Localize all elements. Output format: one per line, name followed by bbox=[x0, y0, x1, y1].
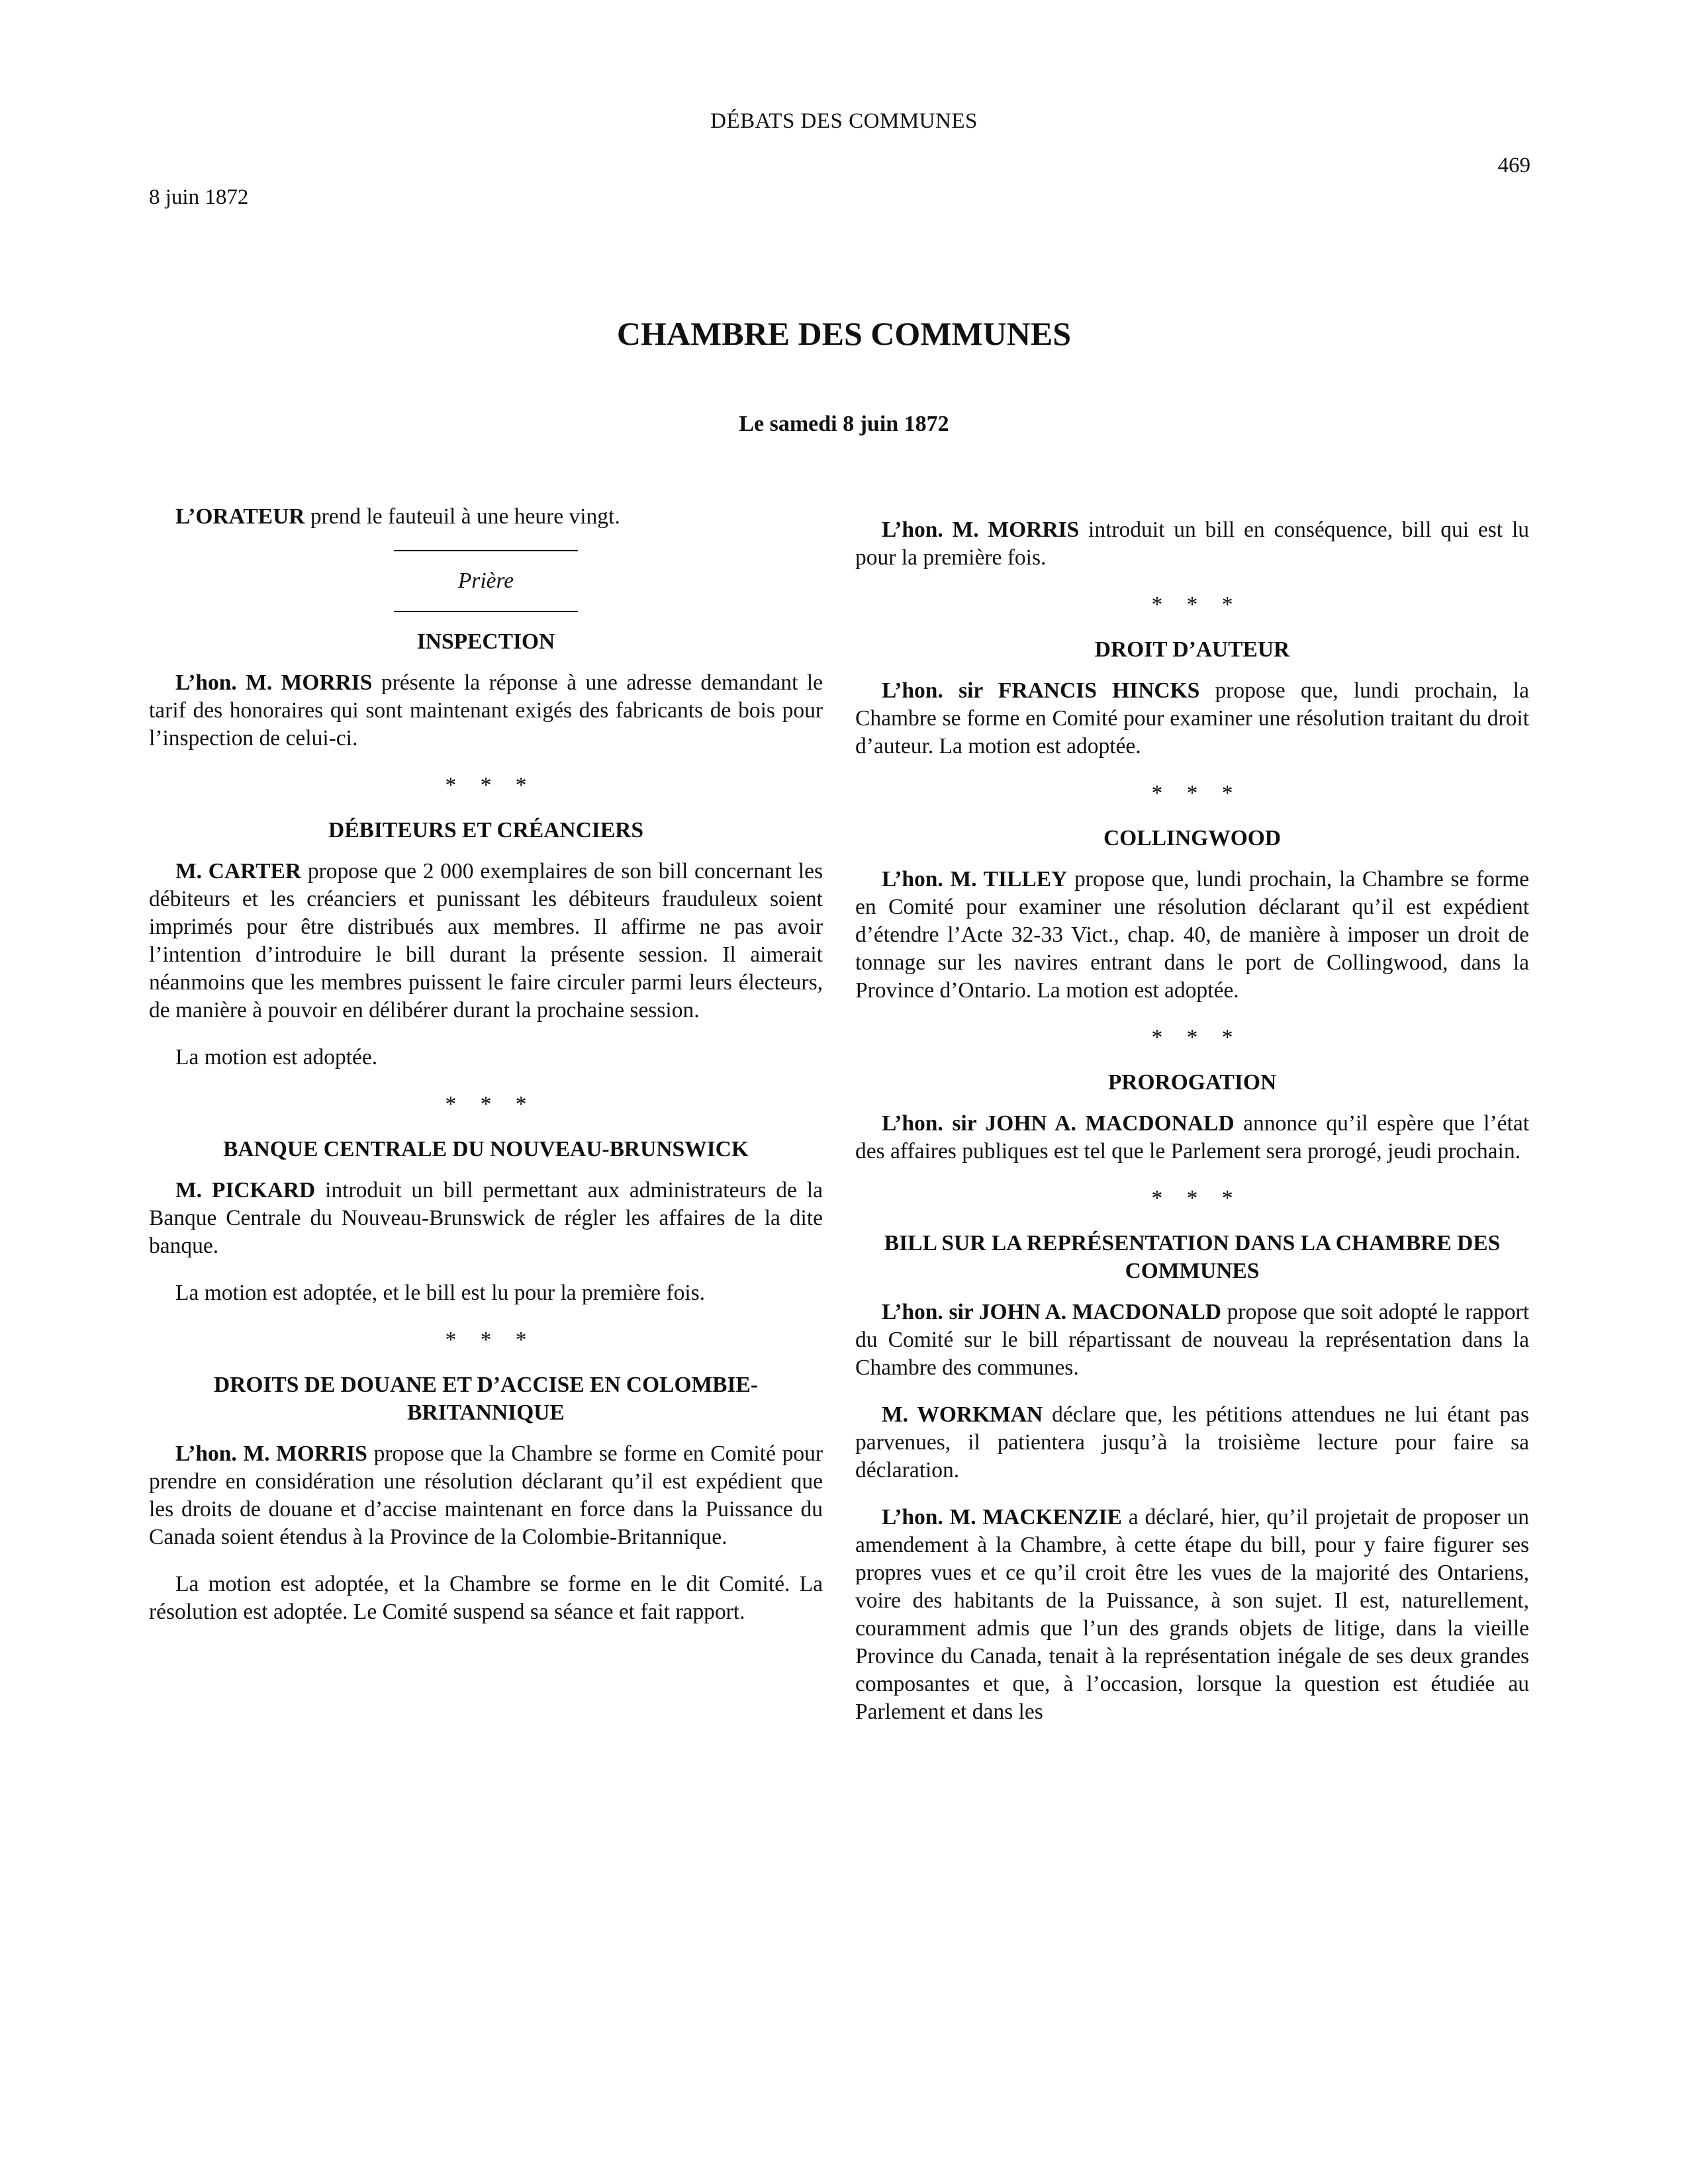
page-title: CHAMBRE DES COMMUNES bbox=[616, 315, 1072, 352]
speaker-name: M. CARTER bbox=[175, 859, 302, 884]
speaker-name: L’hon. sir FRANCIS HINCKS bbox=[882, 678, 1200, 703]
speaker-name: L’hon. sir JOHN A. MACDONALD bbox=[882, 1111, 1235, 1136]
paragraph-morris-douane bbox=[149, 1440, 823, 1551]
paragraph-text: déclare que, les pétitions attendues ne lui étant pas parvenues, il patientera jusqu’à la troisième lecture pour faire sa déclaration. bbox=[855, 1402, 1530, 1482]
section-heading-droit-auteur: DROIT D’AUTEUR bbox=[1094, 637, 1290, 662]
paragraph-macdonald-prorogation bbox=[855, 1110, 1529, 1165]
paragraph-inspection bbox=[149, 669, 823, 752]
speaker-name: L’hon. M. MORRIS bbox=[175, 670, 373, 695]
divider-rule bbox=[394, 550, 578, 551]
paragraph-comite: La motion est adoptée, et la Chambre se forme en le dit Comité. La résolution est adoptée. Le Comité suspend sa séance et fait rapport. bbox=[149, 1572, 823, 1624]
paragraph-text: prend le fauteuil à une heure vingt. bbox=[305, 504, 620, 529]
paragraph-mackenzie bbox=[855, 1504, 1529, 1726]
paragraph-first-reading: La motion est adoptée, et le bill est lu pour la première fois. bbox=[175, 1281, 706, 1305]
speaker-name: L’hon. M. TILLEY bbox=[882, 867, 1068, 891]
paragraph-pickard bbox=[149, 1177, 823, 1260]
section-heading-collingwood: COLLINGWOOD bbox=[1103, 826, 1282, 850]
paragraph-carter bbox=[149, 858, 823, 1024]
paragraph-text: propose que 2 000 exemplaires de son bill concernant les débiteurs et les créanciers et punissant les débiteurs frauduleux soient imprimés pour être distribués aux membres. Il affirme ne pas avoir l’intention d’introduire le bill durant la présente session. Il aimerait néanmoins que les membres puissent le faire circuler parmi leurs électeurs, de manière à pouvoir en délibérer durant la prochaine session. bbox=[149, 859, 823, 1023]
paragraph-text: propose que soit adopté le rapport du Comité sur le bill répartissant de nouveau la représentation dans la Chambre des communes. bbox=[855, 1300, 1530, 1380]
section-separator: * * * bbox=[445, 1092, 536, 1116]
paragraph-text: a déclaré, hier, qu’il projetait de proposer un amendement à la Chambre, à cette étape du bill, pour y faire figurer ses propres vues et ce qu’il croit être les vues de la majorité des Ontariens, voire des habitants de la Puissance, à son sujet. Il est, naturellement, couramment admis que l’un des grands objets de litige, dans la vieille Province du Canada, tenait à la représentation inégale de ses deux grandes composantes et que, à l’occasion, lorsque la question est étudiée au Parlement et dans les bbox=[855, 1505, 1529, 1724]
speaker-name: M. PICKARD bbox=[175, 1178, 316, 1203]
paragraph-text: introduit un bill en conséquence, bill qui est lu pour la première fois. bbox=[855, 518, 1529, 570]
paragraph-text: propose que la Chambre se forme en Comité pour prendre en considération une résolution déclarant qu’il est expédient que les droits de douane et d’accise maintenant en force dans la Puissance du Canada soient étendus à la Province de la Colombie-Britannique. bbox=[149, 1441, 823, 1549]
section-separator: * * * bbox=[1151, 1186, 1243, 1210]
sitting-date: Le samedi 8 juin 1872 bbox=[739, 412, 949, 436]
paragraph-orateur bbox=[149, 503, 823, 531]
section-heading-debiteurs: DÉBITEURS ET CRÉANCIERS bbox=[328, 818, 643, 842]
paragraph-text: annonce qu’il espère que l’état des affaires publiques est tel que le Parlement sera prorogé, jeudi prochain. bbox=[855, 1111, 1529, 1163]
paragraph-morris-bill bbox=[855, 516, 1529, 572]
speaker-name: L’hon. M. MACKENZIE bbox=[882, 1505, 1122, 1529]
paragraph-text: propose que, lundi prochain, la Chambre se forme en Comité pour examiner une résolution traitant du droit d’auteur. La motion est adoptée. bbox=[855, 678, 1529, 758]
paragraph-motion-adopted: La motion est adoptée. bbox=[175, 1045, 378, 1069]
section-separator: * * * bbox=[445, 773, 536, 797]
section-heading-inspection: INSPECTION bbox=[416, 629, 555, 654]
right-column bbox=[855, 516, 1529, 1745]
paragraph-tilley bbox=[855, 866, 1529, 1005]
section-heading-douane: DROITS DE DOUANE ET D’ACCISE EN COLOMBIE-BRITANNIQUE bbox=[213, 1373, 759, 1425]
page-date: 8 juin 1872 bbox=[149, 185, 249, 209]
speaker-name: L’ORATEUR bbox=[175, 504, 305, 529]
paragraph-hincks bbox=[855, 677, 1529, 760]
paragraph-text: introduit un bill permettant aux administrateurs de la Banque Centrale du Nouveau-Brunswick de régler les affaires de la dite banque. bbox=[149, 1178, 823, 1258]
paragraph-macdonald-rapport bbox=[855, 1298, 1529, 1382]
paragraph-text: présente la réponse à une adresse demandant le tarif des honoraires qui sont maintenant exigés des fabricants de bois pour l’inspection de celui-ci. bbox=[149, 670, 823, 751]
running-head: DÉBATS DES COMMUNES bbox=[710, 109, 978, 133]
section-separator: * * * bbox=[1151, 781, 1243, 805]
section-separator: * * * bbox=[445, 1328, 536, 1352]
section-heading-representation: BILL SUR LA REPRÉSENTATION DANS LA CHAMBRE DES COMMUNES bbox=[884, 1231, 1501, 1283]
page-number: 469 bbox=[1497, 154, 1530, 177]
priere-label: Prière bbox=[457, 569, 514, 593]
speaker-name: M. WORKMAN bbox=[882, 1402, 1043, 1427]
section-separator: * * * bbox=[1151, 592, 1243, 617]
speaker-name: L’hon. M. MORRIS bbox=[882, 518, 1080, 542]
speaker-name: L’hon. M. MORRIS bbox=[175, 1441, 367, 1466]
section-heading-banque: BANQUE CENTRALE DU NOUVEAU-BRUNSWICK bbox=[223, 1137, 749, 1161]
paragraph-text: propose que, lundi prochain, la Chambre se forme en Comité pour examiner une résolution déclarant qu’il est expédient d’étendre l’Acte 32-33 Vict., chap. 40, de manière à imposer un droit de tonnage sur les navires entrant dans le port de Collingwood, dans la Province d’Ontario. La motion est adoptée. bbox=[855, 867, 1529, 1003]
paragraph-workman bbox=[855, 1401, 1529, 1484]
speaker-name: L’hon. sir JOHN A. MACDONALD bbox=[882, 1300, 1222, 1324]
left-column bbox=[149, 503, 823, 1645]
divider-rule bbox=[394, 611, 578, 612]
section-separator: * * * bbox=[1151, 1025, 1243, 1050]
section-heading-prorogation: PROROGATION bbox=[1107, 1070, 1277, 1095]
